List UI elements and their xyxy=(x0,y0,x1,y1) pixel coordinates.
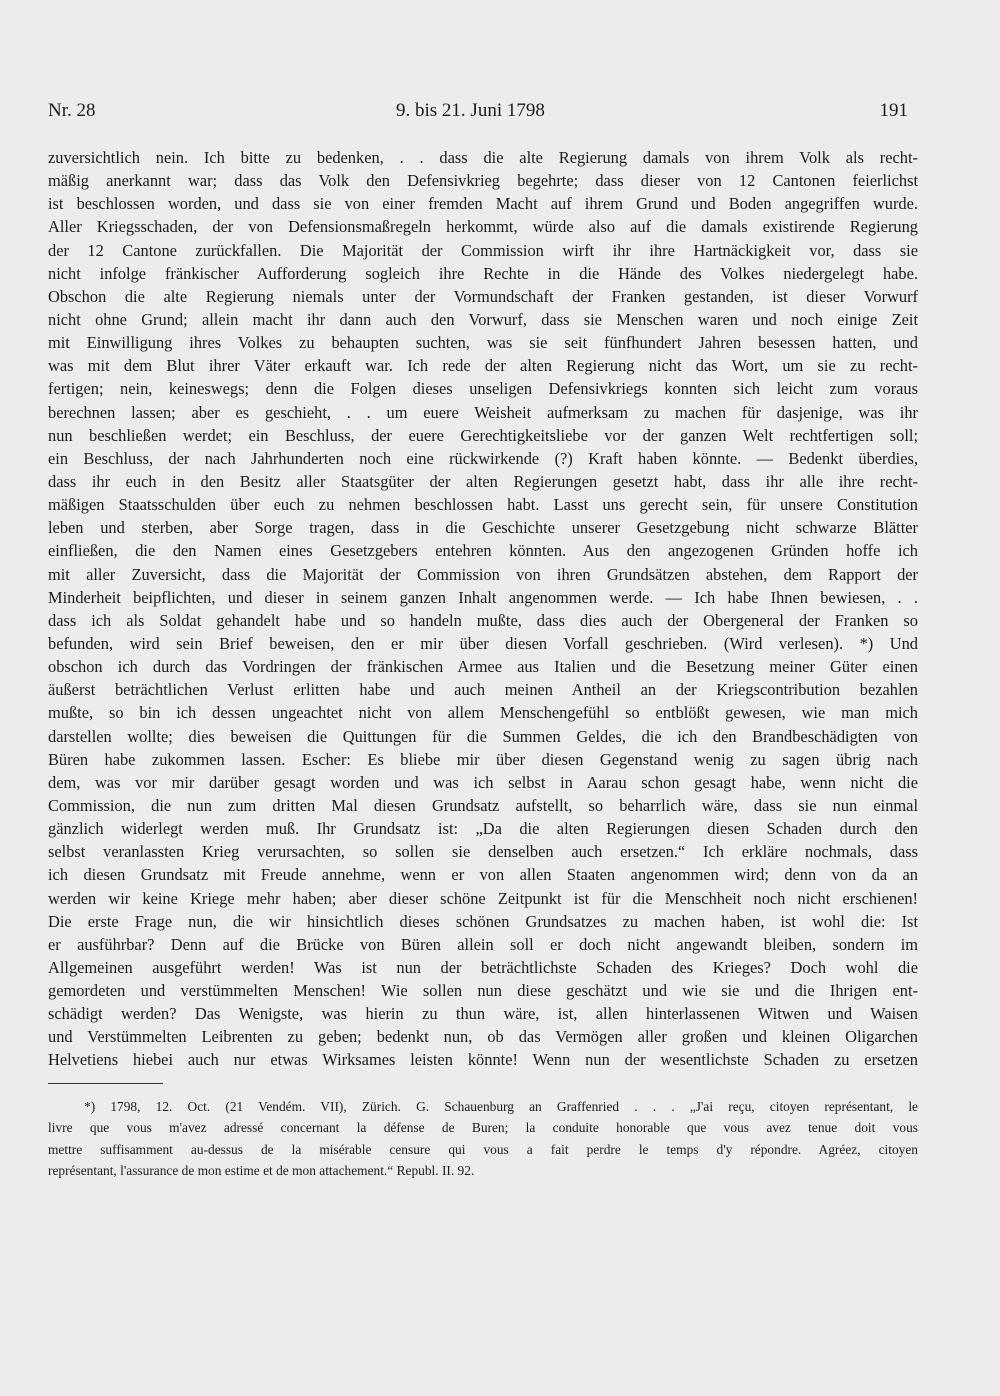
footnote-divider xyxy=(48,1083,163,1084)
text-line: ein Beschluss, der nach Jahrhunderten noch eine rückwirkende (?) Kraft haben könnte. — Bedenkt überdies, xyxy=(48,448,918,468)
text-line: mäßig anerkannt war; dass das Volk den Defensivkrieg begehrte; dass dieser von 12 Cantonen feierlichst xyxy=(48,171,918,191)
text-line: mußte, so bin ich dessen ungeachtet nicht von allem Menschengefühl so entblößt gewesen, wie man mich xyxy=(48,703,918,723)
text-line: äußerst beträchtlichen Verlust erlitten habe und auch meinen Antheil an der Kriegscontribution bezahlen xyxy=(48,680,918,700)
footnote-line: représentant, l'assurance de mon estime et de mon attachement.“ Republ. II. 92. xyxy=(48,1162,475,1178)
text-line: mit Einwilligung ihres Volkes zu behaupten suchten, was sie seit fünfhundert Jahren besessen hatten, und xyxy=(48,333,918,353)
text-line: selbst veranlassten Krieg verursachten, so sollen sie denselben auch ersetzen.“ Ich erkläre nochmals, dass xyxy=(48,842,918,862)
footnote-line: *) 1798, 12. Oct. (21 Vendém. VII), Zürich. G. Schauenburg an Graffenried . . . „J'ai reçu, citoyen représentant, le xyxy=(84,1099,918,1114)
text-line: schädigt werden? Das Wenigste, was hierin zu thun wäre, ist, allen hinterlassenen Witwen und Waisen xyxy=(48,1004,918,1024)
text-line: Allgemeinen ausgeführt werden! Was ist nun der beträchtlichste Schaden des Krieges? Doch wohl die xyxy=(48,957,918,977)
text-line: werden wir keine Kriege mehr haben; aber dieser schöne Zeitpunkt ist für die Menschheit noch nicht erschienen! xyxy=(48,888,918,908)
page-number: 191 xyxy=(879,100,908,121)
text-line: nun beschließen werdet; ein Beschluss, der euere Gerechtigkeitsliebe vor der ganzen Welt rechtfertigen soll; xyxy=(48,425,918,445)
text-line: gemordeten und verstümmelten Menschen! Wie sollen nun diese geschätzt und wie sie und die Ihrigen ent- xyxy=(48,981,918,1001)
text-line: ich diesen Grundsatz mit Freude annehme, wenn er von allen Staaten angenommen wird; denn von da an xyxy=(48,865,918,885)
text-line: dass ihr euch in den Besitz aller Staatsgüter der alten Regierungen gesetzt habt, dass ihr alle ihre recht- xyxy=(48,471,918,491)
text-line: Die erste Frage nun, die wir hinsichtlich dieses schönen Grundsatzes zu machen haben, ist wohl die: Ist xyxy=(48,911,918,931)
text-line: einfließen, die den Namen eines Gesetzgebers entehren könnten. Aus den angezogenen Gründen hoffe ich xyxy=(48,541,918,561)
text-line: mit aller Zuversicht, dass die Majorität der Commission von ihren Grundsätzen abstehen, dem Rapport der xyxy=(48,564,918,584)
text-line: Büren habe zukommen lassen. Escher: Es bliebe mir über diesen Gegenstand wenig zu sagen übrig nach xyxy=(48,749,918,769)
text-line: ist beschlossen worden, und dass sie von einer fremden Macht auf ihrem Grund und Boden angegriffen wurde. xyxy=(48,194,918,214)
text-line: obschon ich durch das Vordringen der fränkischen Armee aus Italien und die Besetzung meiner Güter einen xyxy=(48,657,918,677)
document-number: Nr. 28 xyxy=(48,100,96,121)
text-line: zuversichtlich nein. Ich bitte zu bedenken, . . dass die alte Regierung damals von ihrem Volk als recht- xyxy=(48,148,918,167)
text-line: Obschon die alte Regierung niemals unter der Vormundschaft der Franken gestanden, ist dieser Vorwurf xyxy=(48,286,918,306)
text-line: Commission, die nun zum dritten Mal diesen Grundsatz aufstellt, so beharrlich wäre, dass sie nun einmal xyxy=(48,795,918,815)
text-line: mäßigen Staatsschulden über euch zu nehmen beschlossen habt. Lasst uns gerecht sein, für unsere Constitution xyxy=(48,495,918,515)
footnote-line: livre que vous m'avez adressé concernant la défense de Buren; la conduite honorable que vous avez tenue doit vous xyxy=(48,1120,918,1136)
text-line: Aller Kriegsschaden, der von Defensionsmaßregeln herkommt, würde also auf die damals existirende Regierung xyxy=(48,217,918,237)
footnote xyxy=(48,1096,918,1181)
text-line: und Verstümmelten Leibrenten zu geben; bedenkt nun, ob das Vermögen aller großen und kleinen Oligarchen xyxy=(48,1027,918,1047)
text-line: was mit dem Blut ihrer Väter erkauft war. Ich rede der alten Regierung nicht das Wort, um sie zu recht- xyxy=(48,356,918,376)
text-line: gänzlich widerlegt werden muß. Ihr Grundsatz ist: „Da die alten Regierungen diesen Schaden durch den xyxy=(48,819,918,839)
text-line: er ausführbar? Denn auf die Brücke von Büren allein soll er doch nicht angewandt bleiben, sondern im xyxy=(48,934,918,954)
text-line: dem, was vor mir darüber gesagt worden und was ich selbst in Aarau schon gesagt habe, wenn nicht die xyxy=(48,772,918,792)
text-line: leben und sterben, aber Sorge tragen, dass in die Geschichte unserer Gesetzgebung nicht schwarze Blätter xyxy=(48,518,918,538)
text-line: Helvetiens hiebei auch nur etwas Wirksames leisten könnte! Wenn nun der wesentlichste Schaden zu ersetzen xyxy=(48,1050,918,1070)
text-line: nicht infolge fränkischer Aufforderung sogleich ihre Rechte in die Hände des Volkes niedergelegt habe. xyxy=(48,263,918,283)
page-header xyxy=(48,100,908,130)
text-line: Minderheit beipflichten, und dieser in seinem ganzen Inhalt angenommen werde. — Ich habe Ihnen bewiesen, . . xyxy=(48,587,918,607)
body-text xyxy=(48,146,918,1072)
date-range: 9. bis 21. Juni 1798 xyxy=(396,100,545,121)
footnote-line: mettre suffisamment au-dessus de la misérable censure qui vous a fait perdre le temps d'y répondre. Agréez, citoyen xyxy=(48,1141,918,1157)
text-line: dass ich als Soldat gehandelt habe und so handeln mußte, dass dies auch der Obergeneral der Franken so xyxy=(48,610,918,630)
text-line: fertigen; nein, keineswegs; denn die Folgen dieses unseligen Defensivkriegs konnten sich leicht zum voraus xyxy=(48,379,918,399)
text-line: befunden, wird sein Brief beweisen, den er mir über diesen Vorfall geschrieben. (Wird verlesen). *) Und xyxy=(48,633,918,653)
text-line: darstellen wollte; dies beweisen die Quittungen für die Summen Geldes, die ich den Brandbeschädigten von xyxy=(48,726,918,746)
text-line: nicht ohne Grund; allein macht ihr dann auch den Vorwurf, dass sie Menschen waren und noch einige Zeit xyxy=(48,309,918,329)
text-line: berechnen lassen; aber es geschieht, . . um euere Weisheit aufmerksam zu machen für dasjenige, was ihr xyxy=(48,402,918,422)
text-line: der 12 Cantone zurückfallen. Die Majorität der Commission wirft ihr ihre Hartnäckigkeit vor, dass sie xyxy=(48,240,918,260)
